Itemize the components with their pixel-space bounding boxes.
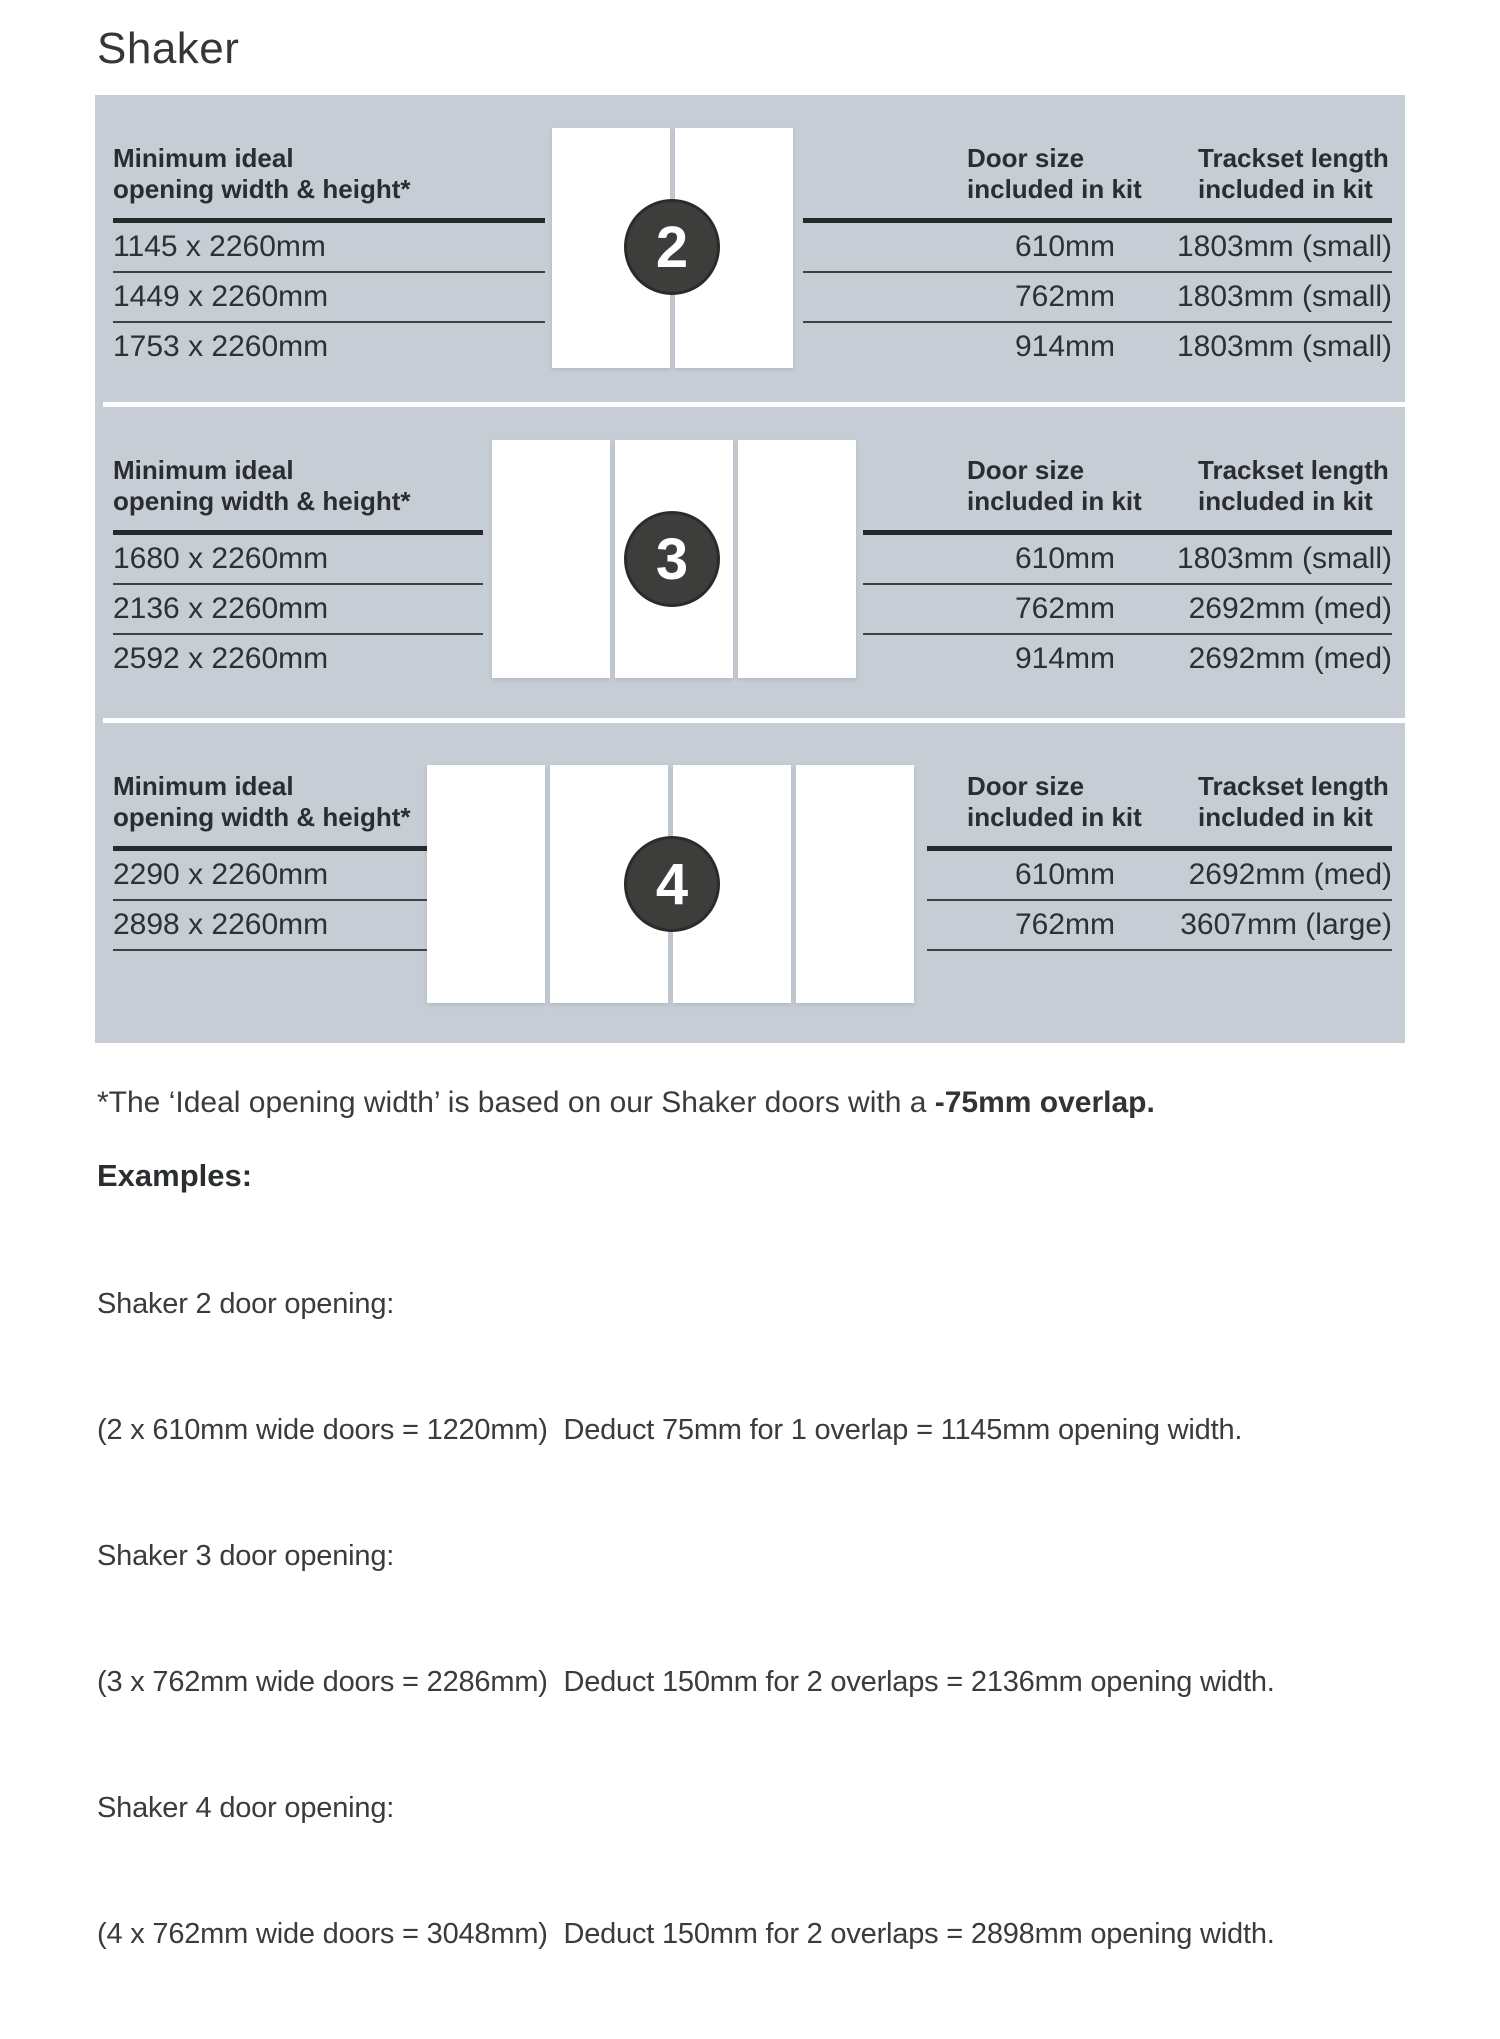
- trackset-value: 1803mm (small): [1176, 280, 1392, 313]
- door-size-value: 762mm: [1014, 908, 1115, 941]
- door-size-header: Door size included in kit: [967, 143, 1142, 204]
- opening-size-row: 2290 x 2260mm: [113, 851, 438, 901]
- kit-table: [863, 455, 1392, 683]
- page-title: Shaker: [97, 24, 240, 73]
- trackset-value: 2692mm (med): [1188, 858, 1392, 891]
- door-size-value: 610mm: [1014, 858, 1115, 891]
- opening-header: [113, 143, 545, 223]
- kit-row: [863, 585, 1392, 635]
- opening-header: [113, 771, 438, 851]
- opening-header-line1: Minimum ideal: [113, 771, 294, 801]
- section-3-door: [95, 407, 1405, 718]
- opening-size-row: 1680 x 2260mm: [113, 535, 483, 585]
- trackset-value: 1803mm (small): [1176, 230, 1392, 263]
- trackset-value: 2692mm (med): [1188, 592, 1392, 625]
- kit-row: [803, 223, 1392, 273]
- door-count-badge: 3: [624, 511, 720, 607]
- opening-table: [113, 455, 483, 683]
- kit-row: [803, 273, 1392, 323]
- door-panel: [427, 765, 545, 1003]
- door-count-badge: 2: [624, 199, 720, 295]
- kit-row: [863, 535, 1392, 585]
- section-4-door: [95, 723, 1405, 1043]
- trackset-value: 1803mm (small): [1176, 330, 1392, 363]
- footnote: [97, 1086, 1155, 1120]
- example-line: Shaker 2 door opening:: [97, 1288, 395, 1320]
- trackset-value: 3607mm (large): [1180, 908, 1392, 941]
- opening-header-line1: Minimum ideal: [113, 455, 294, 485]
- kit-table-header: [803, 143, 1392, 223]
- opening-table: [113, 143, 545, 371]
- kit-row: [927, 901, 1392, 951]
- example-line: Shaker 4 door opening:: [97, 1792, 395, 1824]
- spec-panel: [95, 95, 1405, 1043]
- door-size-value: 914mm: [1014, 330, 1115, 363]
- door-size-header: Door size included in kit: [967, 455, 1142, 516]
- trackset-value: 1803mm (small): [1176, 542, 1392, 575]
- door-size-header: Door size included in kit: [967, 771, 1142, 832]
- opening-header-line2: opening width & height*: [113, 802, 411, 832]
- kit-row: [803, 323, 1392, 371]
- door-size-value: 914mm: [1014, 642, 1115, 675]
- opening-header-line2: opening width & height*: [113, 486, 411, 516]
- opening-table: [113, 771, 438, 951]
- opening-size-row: 2898 x 2260mm: [113, 901, 438, 951]
- examples-heading: Examples:: [97, 1158, 253, 1193]
- trackset-header: Trackset length included in kit: [1198, 143, 1389, 204]
- door-panel: [738, 440, 856, 678]
- door-panel: [492, 440, 610, 678]
- footnote-bold: -75mm overlap.: [934, 1086, 1155, 1119]
- door-size-value: 762mm: [1014, 592, 1115, 625]
- door-count-badge: 4: [624, 836, 720, 932]
- opening-header-line2: opening width & height*: [113, 174, 411, 204]
- opening-size-row: 1753 x 2260mm: [113, 330, 329, 363]
- kit-table-header: [927, 771, 1392, 851]
- door-size-value: 610mm: [1014, 230, 1115, 263]
- section-2-door: [95, 95, 1405, 402]
- example-line: (2 x 610mm wide doors = 1220mm) Deduct 75mm for 1 overlap = 1145mm opening width.: [97, 1414, 1243, 1446]
- opening-header: [113, 455, 483, 535]
- kit-table-header: [863, 455, 1392, 535]
- door-size-value: 762mm: [1014, 280, 1115, 313]
- opening-size-row: 2136 x 2260mm: [113, 585, 483, 635]
- example-line: Shaker 3 door opening:: [97, 1540, 395, 1572]
- trackset-header: Trackset length included in kit: [1198, 771, 1389, 832]
- door-panel: [796, 765, 914, 1003]
- opening-size-row: 2592 x 2260mm: [113, 642, 329, 675]
- kit-table: [927, 771, 1392, 951]
- trackset-value: 2692mm (med): [1188, 642, 1392, 675]
- footnote-text: *The ‘Ideal opening width’ is based on our Shaker doors with a: [97, 1086, 935, 1119]
- door-size-value: 610mm: [1014, 542, 1115, 575]
- opening-size-row: 1449 x 2260mm: [113, 273, 545, 323]
- example-line: (4 x 762mm wide doors = 3048mm) Deduct 150mm for 2 overlaps = 2898mm opening width.: [97, 1918, 1275, 1950]
- kit-table: [803, 143, 1392, 371]
- opening-size-row: 1145 x 2260mm: [113, 223, 545, 273]
- kit-row: [927, 851, 1392, 901]
- kit-row: [863, 635, 1392, 683]
- example-line: (3 x 762mm wide doors = 2286mm) Deduct 150mm for 2 overlaps = 2136mm opening width.: [97, 1666, 1275, 1698]
- examples-block: [97, 1199, 1275, 2039]
- opening-header-line1: Minimum ideal: [113, 143, 294, 173]
- trackset-header: Trackset length included in kit: [1198, 455, 1389, 516]
